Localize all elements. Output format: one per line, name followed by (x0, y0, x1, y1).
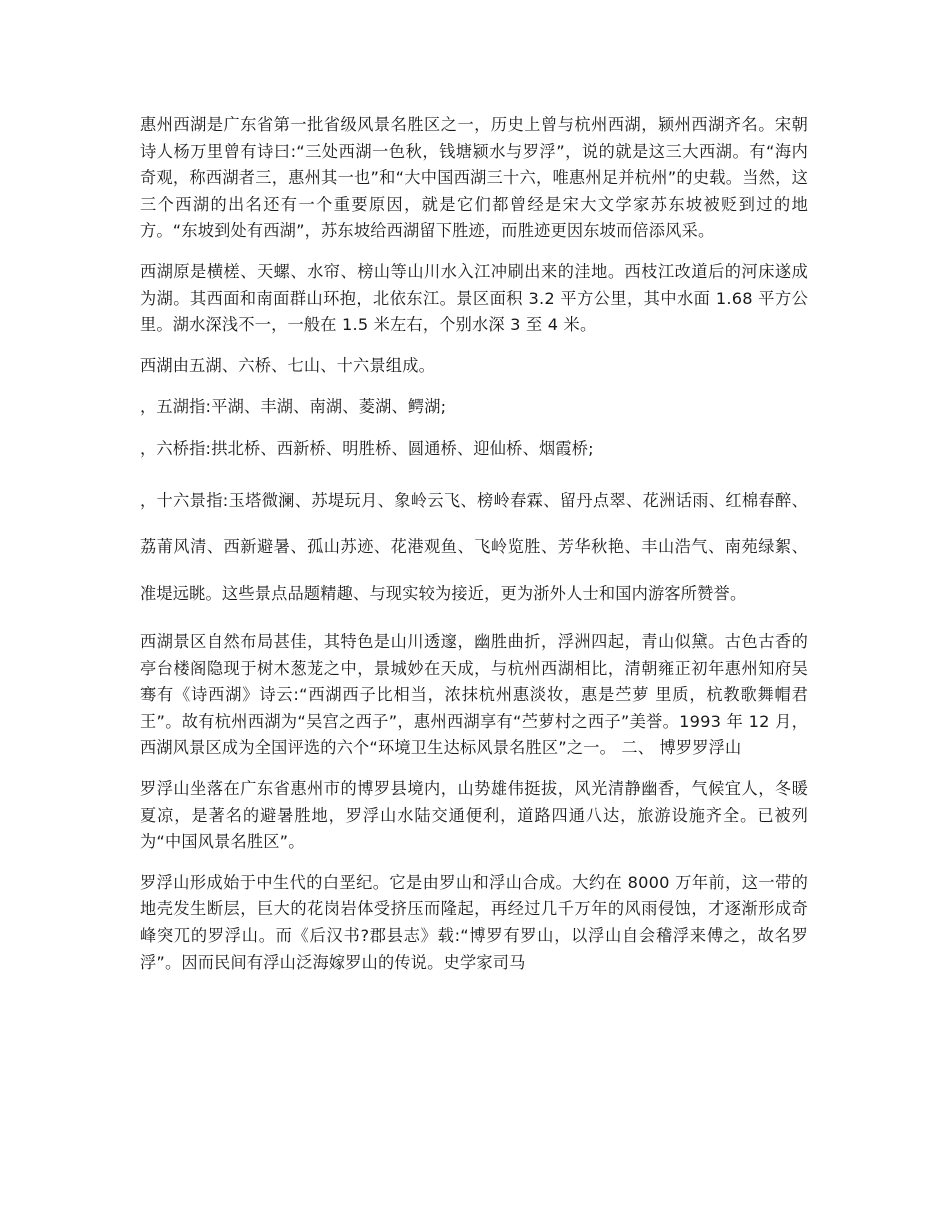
paragraph-west-lake-origin: 西湖原是横槎、天螺、水帘、榜山等山川水入江冲刷出来的洼地。西枝江改道后的河床遂成为湖。其西面和南面群山环抱，北依东江。景区面积 3.2 平方公里，其中水面 1.68 平方公里。湖水深浅不一，一般在 1.5 米左右，个别水深 3 至 4 米。 (140, 261, 808, 335)
paragraph-west-lake-features: 西湖景区自然布局甚佳，其特色是山川透邃，幽胜曲折，浮洲四起，青山似黛。古色古香的亭台楼阁隐现于树木葱茏之中，景城妙在天成，与杭州西湖相比，清朝雍正初年惠州知府吴骞有《诗西湖》诗云:“西湖西子比相当，浓抹杭州惠淡妆，惠是苎萝 里质，杭教歌舞帽君王”。故有杭州西湖为“吴宫之西子”，惠州西湖享有“苎萝村之西子”美誉。1993 年 12 月，西湖风景区成为全国评选的六个“环境卫生达标风景名胜区”之一。 二、 博罗罗浮山 (140, 632, 808, 758)
document-body (140, 112, 808, 990)
paragraph-luofu-mountain-intro: 罗浮山坐落在广东省惠州市的博罗县境内，山势雄伟挺拔，风光清静幽香，气候宜人，冬暖夏凉，是著名的避暑胜地，罗浮山水陆交通便利，道路四通八达，旅游设施齐全。已被列为“中国风景名胜区”。 (140, 779, 808, 852)
paragraph-west-lake-composition: 西湖由五湖、六桥、七山、十六景组成。 (140, 355, 435, 375)
list-six-bridges: ，六桥指:拱北桥、西新桥、明胜桥、圆通桥、迎仙桥、烟霞桥; (140, 438, 594, 458)
paragraph-luofu-mountain-formation: 罗浮山形成始于中生代的白垩纪。它是由罗山和浮山合成。大约在 8000 万年前，这一带的地壳发生断层，巨大的花岗岩体受挤压而隆起，再经过几千万年的风雨侵蚀，才逐渐形成奇峰突兀的罗浮山。而《后汉书?郡县志》载:“博罗有罗山，以浮山自会稽浮来傅之，故名罗浮”。因而民间有浮山泛海嫁罗山的传说。史学家司马 (140, 872, 808, 972)
list-five-lakes: ，五湖指:平湖、丰湖、南湖、菱湖、鳄湖; (140, 397, 447, 417)
paragraph-west-lake-intro: 惠州西湖是广东省第一批省级风景名胜区之一，历史上曾与杭州西湖，颍州西湖齐名。宋朝诗人杨万里曾有诗曰:“三处西湖一色秋，钱塘颍水与罗浮”，说的就是这三大西湖。有“海内奇观，称西湖者三，惠州其一也”和“大中国西湖三十六，唯惠州足并杭州”的史载。当然，这三个西湖的出名还有一个重要原因，就是它们都曾经是宋大文学家苏东坡被贬到过的地方。“东坡到处有西湖”，苏东坡给西湖留下胜迹，而胜迹更因东坡而倍添风采。 (140, 115, 808, 241)
list-sixteen-scenes: ，十六景指:玉塔微澜、苏堤玩月、象岭云飞、榜岭春霖、留丹点翠、花洲话雨、红棉春醉、荔莆风清、西新避暑、孤山苏迹、花港观鱼、飞岭览胜、芳华秋艳、丰山浩气、南苑绿絮、准堤远眺。这些景点品题精趣、与现实较为接近，更为浙外人士和国内游客所赞誉。 (140, 490, 808, 603)
